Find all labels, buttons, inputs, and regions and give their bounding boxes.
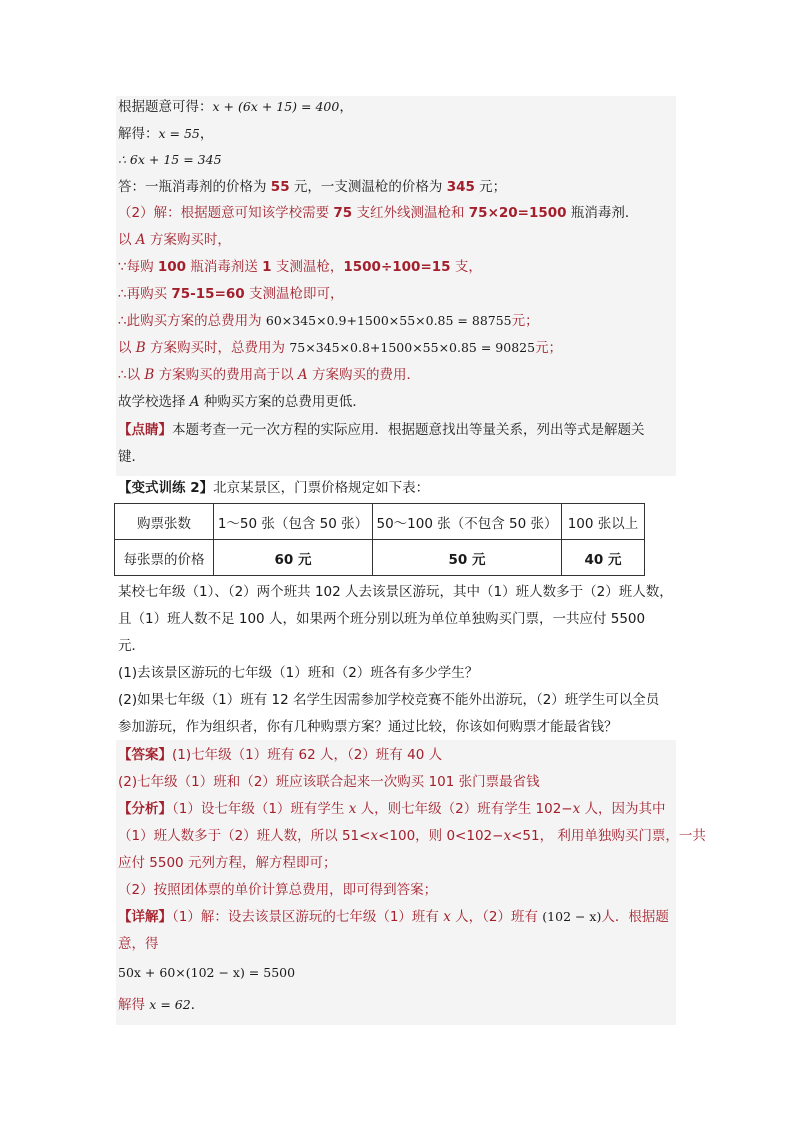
table-row: 购票张数 1～50 张（包含 50 张） 50～100 张（不包含 50 张） 100 张以上 [115, 504, 645, 540]
plan-a-line: 以 A 方案购买时， [118, 232, 231, 248]
question-1: (1)去该景区游玩的七年级（1）班和（2）班各有多少学生？ [118, 665, 479, 681]
question-2a: (2)如果七年级（1）班有 12 名学生因需参加学校竞赛不能外出游玩，（2）班学生可以全员 [118, 692, 660, 708]
buy-more-line: ∴再购买 75-15=60 支测温枪即可， [118, 286, 344, 302]
answer-line: 答：一瓶消毒剂的价格为 55 元，一支测温枪的价格为 345 元； [118, 179, 507, 195]
detail-line-1: 【详解】（1）解：设去该景区游玩的七年级（1）班有 x 人，（2）班有 (102 − x)人．根据题 [118, 909, 669, 925]
comment-line: 【点睛】本题考查一元一次方程的实际应用．根据题意找出等量关系，列出等式是解题关 [118, 422, 645, 438]
text: 解得： [118, 126, 159, 142]
problem-line-1: 某校七年级（1）、（2）两个班共 102 人去该景区游玩，其中（1）班人数多于（2）班人数， [118, 584, 673, 600]
therefore-line [118, 150, 222, 170]
analysis-line-2: （1）班人数多于（2）班人数，所以 51<x<100，则 0<102−x<51， 利用单独购买门票，一共 [118, 828, 706, 844]
analysis-line-1: 【分析】（1）设七年级（1）班有学生 x 人，则七年级（2）班有学生 102−x 人，因为其中 [118, 801, 666, 817]
total-b-line: 以 B 方案购买时，总费用为 75×345×0.8+1500×55×0.85 = 90825元； [118, 340, 563, 356]
text: 根据题意可得： [118, 99, 213, 115]
variant-heading: 【变式训练 2】北京某景区，门票价格规定如下表： [118, 480, 430, 496]
problem-line-2: 且（1）班人数不足 100 人，如果两个班分别以班为单位单独购买门票，一共应付 5500 [118, 611, 646, 627]
answer-line-2: (2)七年级（1）班和（2）班应该联合起来一次购买 101 张门票最省钱 [118, 774, 540, 790]
answer-tag-line: 【答案】(1)七年级（1）班有 62 人，（2）班有 40 人 [118, 747, 443, 763]
detail-equation: 50x + 60×(102 − x) = 5500 [118, 965, 296, 980]
problem-line-3: 元． [118, 638, 145, 654]
compare-line: ∴以 B 方案购买的费用高于以 A 方案购买的费用． [118, 367, 420, 383]
analysis-line-4: （2）按照团体票的单价计算总费用，即可得到答案； [118, 882, 438, 898]
because-line: ∵每购 100 瓶消毒剂送 1 支测温枪，1500÷100=15 支， [118, 259, 482, 275]
total-a-line: ∴此购买方案的总费用为 60×345×0.9+1500×55×0.85 = 88755元； [118, 313, 539, 329]
detail-solution: 解得 x = 62． [118, 997, 205, 1013]
equation-line: 根据题意可得：x + (6x + 15) = 400， [118, 99, 353, 115]
question-2b: 参加游玩，作为组织者，你有几种购票方案？通过比较，你该如何购票才能最省钱？ [118, 719, 618, 735]
conclusion-line: 故学校选择 A 种购买方案的总费用更低． [118, 394, 366, 410]
comment-line-2: 键． [118, 449, 145, 465]
math: ∴ 6x + 15 = 345 [118, 152, 222, 167]
table-row: 每张票的价格 60 元 50 元 40 元 [115, 540, 645, 576]
analysis-line-3: 应付 5500 元列方程，解方程即可； [118, 855, 337, 871]
price-table [114, 503, 645, 576]
math: x = 55 [158, 126, 200, 141]
solution-line: 解得：x = 55， [118, 126, 214, 142]
math: x + (6x + 15) = 400 [212, 99, 340, 114]
part2-line: （2）解：根据题意可知该学校需要 75 支红外线测温枪和 75×20=1500 瓶消毒剂． [118, 205, 639, 221]
detail-line-2: 意，得 [118, 936, 159, 952]
